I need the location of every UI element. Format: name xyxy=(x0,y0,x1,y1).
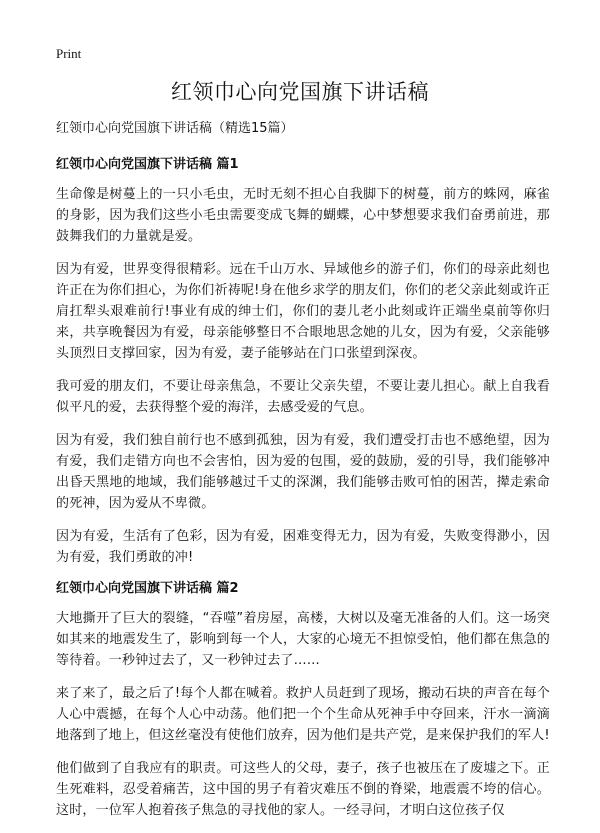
paragraph: 来了来了，最之后了!每个人都在喊着。救护人员赶到了现场，搬动石块的声音在每个人心中震撼，在每个人心中动荡。他们把一个个生命从死神手中夺回来，汗水一滴滴地落到了地上，但这丝毫没有使他们放弃，因为他们是共产党，是来保护我们的军人! xyxy=(56,686,550,743)
document-title: 红领巾心向党国旗下讲话稿 xyxy=(171,80,429,104)
section-1 xyxy=(56,156,550,568)
paragraph: 我可爱的朋友们，不要让母亲焦急，不要让父亲失望，不要让妻儿担心。献上自我看似平凡的爱，去获得整个爱的海洋，去感受爱的气息。 xyxy=(56,379,550,415)
document-body xyxy=(56,120,550,833)
section-2 xyxy=(56,580,550,821)
paragraph: 他们做到了自我应有的职责。可这些人的父母，妻子，孩子也被压在了废墟之下。正生死难料，忍受着痛苦，这中国的男子有着灾难压不倒的脊梁，地震震不垮的信心。这时，一位军人抱着孩子焦急的寻找他的家人。一经寻问，才明白这位孩子仅 xyxy=(56,761,550,818)
document-subtitle: 红领巾心向党国旗下讲话稿（精选15篇） xyxy=(56,121,294,136)
paragraph: 大地撕开了巨大的裂缝，“吞噬”着房屋，高楼，大树以及毫无准备的人们。这一场突如其来的地震发生了，影响到每一个人，大家的心境无不担惊受怕，他们都在焦急的等待着。一秒钟过去了，又一秒钟过去了…… xyxy=(56,611,550,668)
section-heading: 红领巾心向党国旗下讲话稿 篇1 xyxy=(56,157,239,172)
paragraph: 生命像是树蔓上的一只小毛虫，无时无刻不担心自我脚下的树蔓，前方的蛛网，麻雀的身影，因为我们这些小毛虫需要变成飞舞的蝴蝶，心中梦想要求我们奋勇前进，那鼓舞我们的力量就是爱。 xyxy=(56,187,550,244)
paragraph: 因为有爱，我们独自前行也不感到孤独，因为有爱，我们遭受打击也不感绝望，因为有爱，我们走错方向也不会害怕，因为爱的包围，爱的鼓励，爱的引导，我们能够冲出昏天黑地的地域，我们能够越过千丈的深渊，我们能够击败可怕的困苦，撵走索命的死神，因为爱从不卑微。 xyxy=(56,433,550,511)
print-link[interactable]: Print xyxy=(56,46,82,61)
paragraph: 因为有爱，世界变得很精彩。远在千山万水、异域他乡的游子们，你们的母亲此刻也许正在为你们担心，为你们祈祷呢!身在他乡求学的朋友们，你们的老父亲此刻或许正肩扛犁头艰难前行!事业有成的绅士们，你们的妻儿老小此刻或许正端坐桌前等你归来，共享晚餐因为有爱，母亲能够整日不合眼地思念她的儿女，因为有爱，父亲能够头顶烈日支撑回家，因为有爱，妻子能够站在门口张望到深夜。 xyxy=(56,262,550,361)
paragraph: 因为有爱，生活有了色彩，因为有爱，困难变得无力，因为有爱，失败变得渺小，因为有爱，我们勇敢的冲! xyxy=(56,529,550,565)
section-heading: 红领巾心向党国旗下讲话稿 篇2 xyxy=(56,581,239,596)
